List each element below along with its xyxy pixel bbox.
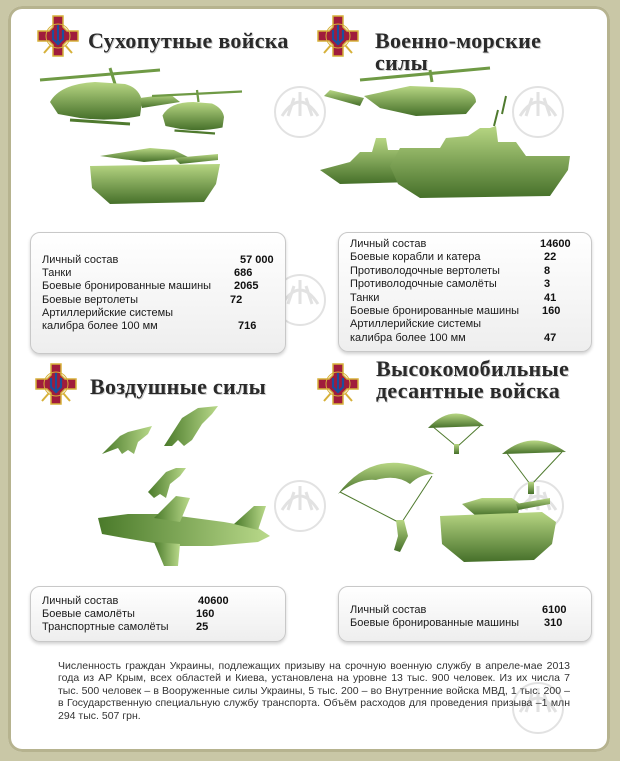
stat-value: 716 [238, 320, 257, 332]
airborne-illustration [336, 404, 576, 574]
cross-emblem-icon [316, 362, 360, 406]
helicopter-icon [324, 68, 490, 116]
fighter-jet-icon [102, 406, 218, 498]
stat-label: Боевые бронированные машины [42, 280, 212, 293]
stat-label: Артиллерийские системы [350, 318, 482, 331]
section-title-navy: Военно-морские силы [375, 28, 542, 75]
ground-vehicles-illustration [40, 62, 270, 222]
watermark-logo-icon [272, 478, 328, 534]
stat-label: Боевые корабли и катера [350, 251, 481, 264]
parachute-icon [338, 463, 434, 552]
stat-value: 3 [544, 278, 551, 291]
stat-label: Боевые самолёты [42, 608, 135, 621]
cross-emblem-icon [316, 14, 360, 58]
stat-value: 40600 [198, 595, 229, 607]
footnote-text: Численность граждан Украины, подлежащих призыву на срочную военную службу в апреле-мае 2013 года из АР Крым, всех областей и Киева, установлена на уровне 13 тыс. 900 человек. Из их числа 7 тыс. 500 человек – в Вооруженные силы Украины, 5 тыс. 200 – во Внутренние войска МВД, 1 тыс. 200 – в Государственную специальную службу транспорта. Объём расходов для проведения призыва –1 млн 294 тыс. 507 грн. [58, 660, 570, 722]
stat-label: Танки [350, 291, 380, 304]
stat-value: 41 [544, 291, 557, 304]
transport-plane-icon [98, 496, 270, 566]
cross-emblem-icon [34, 362, 78, 406]
stat-label: Личный состав [350, 238, 427, 250]
armored-vehicle-icon [440, 498, 556, 562]
section-title-ground: Сухопутные войска [88, 28, 289, 53]
stat-value: 686 [234, 267, 253, 280]
section-title-airborne: Высокомобильные десантные войска [376, 356, 570, 403]
stat-label: Боевые вертолеты [42, 293, 138, 306]
stat-label: Боевые бронированные машины [350, 305, 520, 317]
stat-value: 72 [230, 293, 243, 306]
navy-illustration [320, 66, 580, 216]
stat-value: 160 [542, 305, 561, 317]
stat-value: 22 [544, 251, 557, 264]
cross-emblem-icon [36, 14, 80, 58]
stat-label: Личный состав [350, 604, 427, 616]
section-title-air: Воздушные силы [90, 374, 267, 399]
stat-label: Личный состав [42, 254, 119, 266]
stat-label: Противолодочные самолёты [350, 278, 497, 291]
stat-value: 14600 [540, 238, 571, 250]
stat-value: 6100 [542, 604, 567, 616]
stat-label: Противолодочные вертолеты [350, 264, 500, 277]
stat-label: Личный состав [42, 595, 119, 607]
air-illustration [94, 406, 274, 576]
stat-label: Танки [42, 267, 72, 280]
stat-value: 57 000 [240, 254, 274, 266]
stat-value: 25 [196, 621, 209, 634]
stat-label: Артиллерийские системы [42, 306, 174, 319]
stat-value: 47 [544, 331, 557, 344]
stat-value: 8 [544, 264, 551, 277]
parachute-icon [502, 440, 566, 494]
stat-label: калибра более 100 мм [350, 331, 466, 344]
stat-value: 310 [544, 617, 563, 630]
stat-value: 160 [196, 608, 215, 621]
stat-label: калибра более 100 мм [42, 320, 158, 332]
stat-label: Боевые бронированные машины [350, 617, 520, 630]
stat-label: Транспортные самолёты [42, 621, 169, 634]
tank-icon [90, 148, 220, 204]
stat-value: 2065 [234, 280, 259, 293]
parachute-icon [428, 413, 484, 454]
